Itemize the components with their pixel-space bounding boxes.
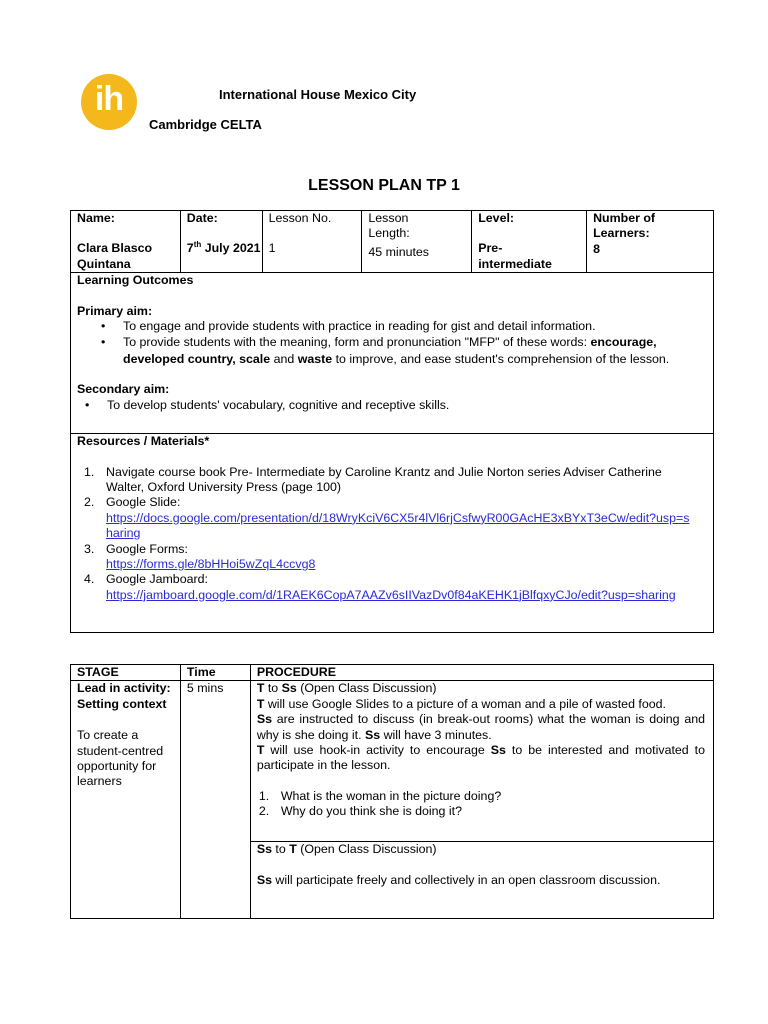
secondary-aim-list — [77, 398, 693, 413]
text: (Open Class Discussion) — [296, 842, 437, 857]
question-item — [258, 788, 705, 804]
primary-aim-list — [77, 319, 693, 368]
learners-value: 8 — [593, 241, 600, 256]
info-row — [71, 211, 714, 273]
course-name: Cambridge CELTA — [149, 117, 262, 132]
length-value: 45 minutes — [368, 244, 430, 259]
bullet2-text: and — [270, 352, 298, 367]
proc-line — [257, 743, 705, 774]
resource-number: 3. — [84, 541, 95, 556]
procedure-header: PROCEDURE — [250, 665, 713, 681]
info-learners-cell — [587, 211, 714, 273]
name-label: Name: — [77, 211, 115, 225]
text: to — [264, 681, 282, 696]
level-value: Pre-intermediate — [478, 241, 552, 271]
info-length-cell — [362, 211, 472, 273]
question-number: 2. — [258, 804, 270, 819]
proc-line — [257, 681, 705, 696]
page-title: LESSON PLAN TP 1 — [308, 177, 460, 194]
resource-item — [84, 541, 693, 573]
level-label: Level: — [478, 211, 515, 225]
stage-cell — [71, 681, 181, 919]
resource-text: Navigate course book Pre- Intermediate by Caroline Krantz and Julie Norton series Adviser Catherine Walter, Oxford University Press (page 100) — [106, 464, 662, 495]
text: will use hook-in activity to encourage — [264, 743, 491, 758]
lesson-no-value: 1 — [268, 241, 276, 256]
bold-ss: Ss — [256, 712, 272, 727]
text: will participate freely and collectively in an open classroom discussion. — [271, 872, 661, 887]
resource-text: Google Slide: — [106, 495, 181, 510]
text: will have 3 minutes. — [380, 727, 492, 742]
text: will use Google Slides to a picture of a woman and a pile of wasted food. — [264, 696, 666, 711]
name-value: Clara Blasco Quintana — [77, 241, 153, 271]
google-slide-link[interactable]: https://docs.google.com/presentation/d/18WryKciV6CX5r4lVl6rjCsfwyR00GAcHE3xBYxT3eCw/edit?usp=sharing — [106, 510, 690, 541]
text: to be interested and motivated to participate in the lesson. — [256, 743, 705, 773]
resources-cell — [71, 434, 714, 633]
bold-ss: Ss — [256, 872, 272, 887]
ih-logo-text: ih — [94, 80, 124, 118]
text: to — [271, 842, 290, 857]
primary-aim-item — [123, 334, 693, 368]
bold-t: T — [256, 696, 265, 711]
bold-t: T — [256, 681, 265, 696]
date-value — [187, 241, 262, 256]
secondary-aim-item: • To develop students' vocabulary, cognitive and receptive skills. — [107, 398, 693, 413]
stage-header: STAGE — [71, 665, 181, 681]
outcomes-cell — [71, 273, 714, 434]
procedure-table — [70, 664, 714, 919]
outcomes-heading: Learning Outcomes — [77, 273, 194, 288]
resource-number: 4. — [84, 572, 95, 587]
question-text: What is the woman in the picture doing? — [280, 788, 502, 803]
bullet2-text: to improve, and ease student's comprehension of the lesson. — [332, 352, 670, 367]
google-jamboard-link[interactable]: https://jamboard.google.com/d/1RAEK6CopA7AAZv6sIIVazDv0f84aKEHK1jBlfqxyCJo/edit?usp=sharing — [106, 587, 676, 602]
time-cell: 5 mins — [180, 681, 250, 919]
info-level-cell — [472, 211, 587, 273]
lesson-no-label: Lesson No. — [268, 211, 332, 225]
secondary-aim-label: Secondary aim: — [77, 382, 170, 397]
bold-ss: Ss — [281, 681, 297, 696]
bullet2-text: To provide students with the meaning, form and pronunciation "MFP" of these words: — [123, 335, 591, 350]
time-header: Time — [180, 665, 250, 681]
organization-name: International House Mexico City — [219, 87, 417, 102]
length-label: Lesson Length: — [368, 211, 410, 241]
procedure-header-row — [71, 665, 714, 681]
procedure-students-cell — [250, 842, 713, 919]
text: (Open Class Discussion) — [296, 681, 437, 696]
info-lesson-no-cell — [262, 211, 362, 273]
question-item — [258, 804, 705, 819]
resource-item — [84, 464, 693, 496]
proc-line — [257, 712, 705, 743]
resource-item — [84, 495, 693, 541]
resource-item — [84, 572, 693, 603]
question-list — [257, 789, 705, 820]
info-date-cell — [180, 211, 262, 273]
lesson-info-table — [70, 210, 714, 633]
primary-aim-item: • To engage and provide students with practice in reading for gist and detail information. — [123, 319, 693, 334]
proc-line — [257, 873, 705, 888]
date-suffix: th — [193, 240, 202, 250]
bold-ss: Ss — [256, 842, 272, 857]
bold-t: T — [256, 743, 265, 758]
bullet2-bold: encourage, developed country, scale — [123, 335, 657, 367]
info-name-cell — [71, 211, 181, 273]
stage-aim: To create a student-centred opportunity for learners — [77, 728, 164, 789]
resource-number: 1. — [84, 464, 95, 479]
date-label: Date: — [186, 211, 218, 225]
primary-aim-label: Primary aim: — [77, 303, 153, 318]
proc-line — [257, 842, 705, 857]
resources-heading: Resources / Materials* — [77, 434, 210, 449]
date-day: 7 — [186, 241, 194, 256]
bold-ss: Ss — [490, 743, 506, 758]
bold-ss: Ss — [364, 727, 381, 742]
procedure-row — [71, 681, 714, 842]
date-rest: July 2021 — [201, 241, 261, 256]
question-number: 1. — [258, 788, 270, 803]
resource-text: Google Forms: — [106, 541, 188, 556]
outcomes-row — [71, 273, 714, 434]
resources-row — [71, 434, 714, 633]
ih-logo — [81, 74, 137, 130]
resources-list — [77, 465, 693, 604]
proc-line — [257, 697, 705, 712]
procedure-teacher-cell — [250, 681, 713, 842]
resource-text: Google Jamboard: — [106, 572, 208, 587]
learners-label: Number of Learners: — [593, 211, 656, 241]
stage-title: Lead in activity: Setting context — [77, 681, 171, 711]
text: are instructed to discuss (in break-out rooms) what the woman is doing and why is she doing it. — [256, 712, 705, 742]
bold-t: T — [289, 842, 297, 857]
question-text: Why do you think she is doing it? — [280, 804, 462, 819]
google-forms-link[interactable]: https://forms.gle/8bHHoi5wZqL4ccvg8 — [106, 557, 316, 572]
resource-number: 2. — [84, 495, 95, 510]
bullet2-bold: waste — [297, 352, 333, 367]
